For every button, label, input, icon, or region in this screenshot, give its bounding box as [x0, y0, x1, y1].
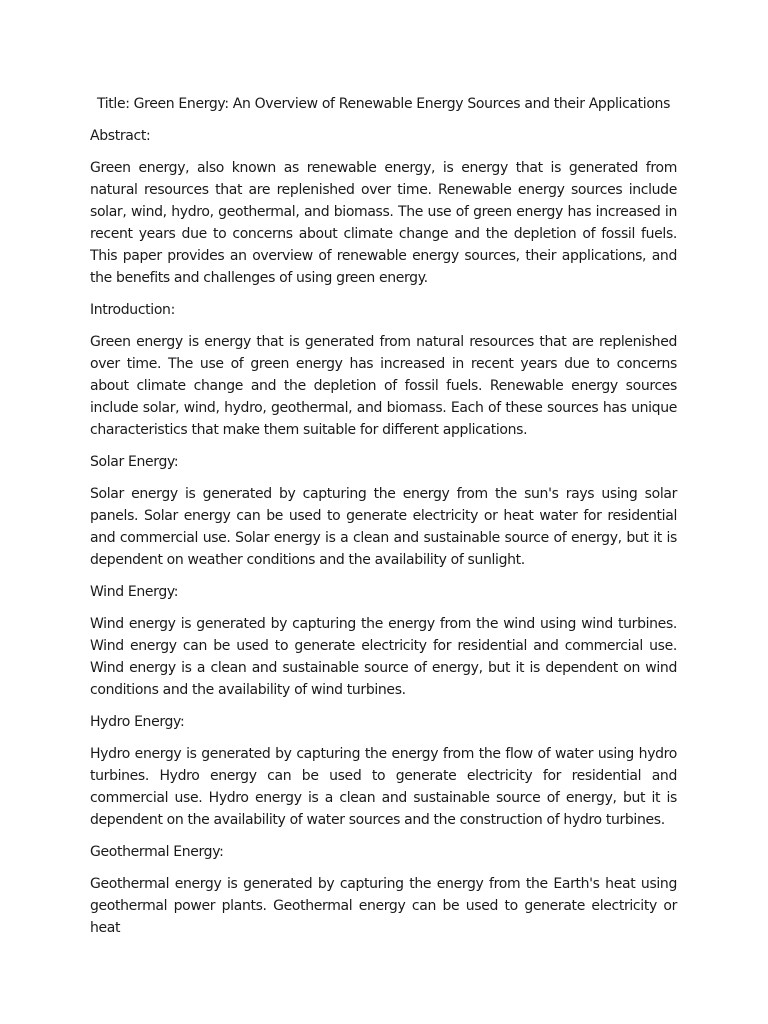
section-heading-solar-energy: Solar Energy: [90, 454, 179, 470]
section-body-introduction: Green energy is energy that is generated from natural resources that are replenished over time. The use of green energy has increased in recent years due to concerns about climate change and the depletion of fossil fuels. Renewable energy sources include solar, wind, hydro, geothermal, and biomass. Each of these sources has unique characteristics that make them suitable for different applications. [90, 334, 677, 438]
section-body-solar-energy: Solar energy is generated by capturing the energy from the sun's rays using solar panels. Solar energy can be used to generate electricity or heat water for residential and commercial use. Solar energy is a clean and sustainable source of energy, but it is dependent on weather conditions and the availability of sunlight. [90, 486, 677, 568]
section-heading-hydro-energy: Hydro Energy: [90, 714, 185, 730]
section-heading-abstract: Abstract: [90, 128, 151, 144]
section-body-geothermal-energy: Geothermal energy is generated by capturing the energy from the Earth's heat using geothermal power plants. Geothermal energy can be used to generate electricity or heat [90, 876, 677, 936]
section-body-wind-energy: Wind energy is generated by capturing the energy from the wind using wind turbines. Wind energy can be used to generate electricity for residential and commercial use. Wind energy is a clean and sustainable source of energy, but it is dependent on wind conditions and the availability of wind turbines. [90, 616, 677, 698]
section-heading-introduction: Introduction: [90, 302, 175, 318]
document-title: Title: Green Energy: An Overview of Renewable Energy Sources and their Applications [96, 96, 671, 112]
section-heading-wind-energy: Wind Energy: [90, 584, 179, 600]
document-page [90, 93, 677, 949]
section-heading-geothermal-energy: Geothermal Energy: [90, 844, 224, 860]
section-body-abstract: Green energy, also known as renewable energy, is energy that is generated from natural resources that are replenished over time. Renewable energy sources include solar, wind, hydro, geothermal, and biomass. The use of green energy has increased in recent years due to concerns about climate change and the depletion of fossil fuels. This paper provides an overview of renewable energy sources, their applications, and the benefits and challenges of using green energy. [90, 160, 677, 286]
section-body-hydro-energy: Hydro energy is generated by capturing the energy from the flow of water using hydro turbines. Hydro energy can be used to generate electricity for residential and commercial use. Hydro energy is a clean and sustainable source of energy, but it is dependent on the availability of water sources and the construction of hydro turbines. [90, 746, 677, 828]
